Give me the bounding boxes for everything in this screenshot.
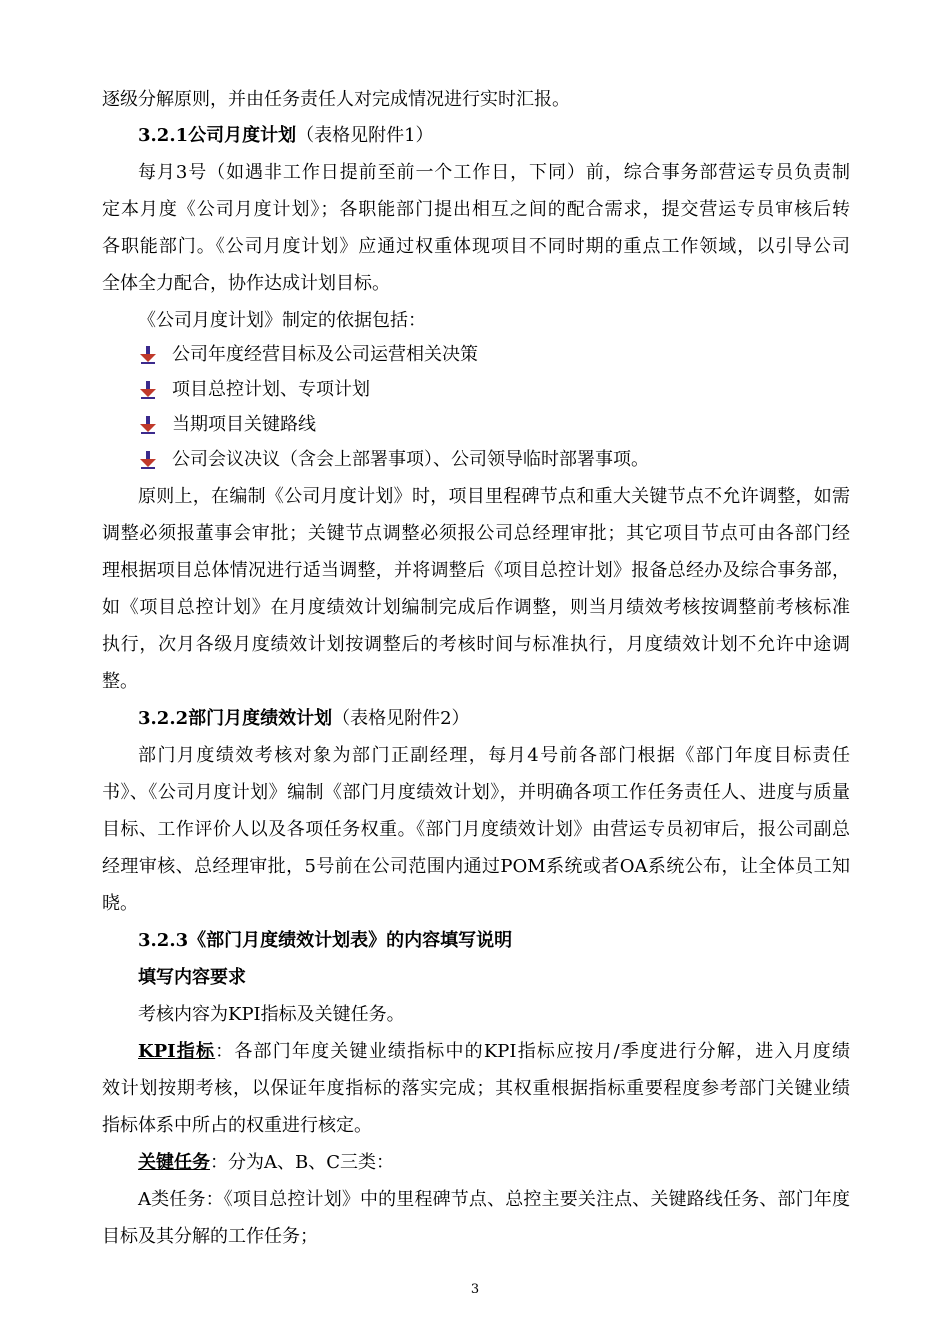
key-task-text: ：分为A、B、C三类： <box>210 1152 394 1173</box>
arrow-down-bullet-icon <box>138 450 158 470</box>
heading-title: 公司月度计划 <box>188 125 297 146</box>
heading-number: 3.2.1 <box>138 125 189 146</box>
text-line: 如《项目总控计划》在月度绩效计划编制完成后作调整，则当月绩效考核按调整前考核标准 <box>102 597 850 618</box>
text-line: 晓。 <box>102 893 138 914</box>
key-task-label: 关键任务 <box>138 1152 210 1173</box>
subheading-fill-requirements: 填写内容要求 <box>138 967 246 988</box>
text-line: A类任务：《项目总控计划》中的里程碑节点、总控主要关注点、关键路线任务、部门年度 <box>138 1189 850 1210</box>
text-line: 整。 <box>102 671 138 692</box>
bullet-item: 当期项目关键路线 <box>172 414 316 435</box>
kpi-paragraph-line <box>138 1040 850 1064</box>
text-line: 考核内容为KPI指标及关键任务。 <box>138 1004 405 1025</box>
arrow-down-bullet-icon <box>138 415 158 435</box>
heading-number: 3.2.2 <box>138 708 189 729</box>
text-line: 全体全力配合，协作达成计划目标。 <box>102 273 390 294</box>
kpi-text: ：各部门年度关键业绩指标中的KPI指标应按月/季度进行分解，进入月度绩 <box>215 1041 850 1062</box>
section-heading-3-2-1 <box>138 124 434 148</box>
kpi-label: KPI指标 <box>138 1041 216 1062</box>
section-heading-3-2-2 <box>138 707 470 731</box>
bullet-item: 公司会议决议（含会上部署事项）、公司领导临时部署事项。 <box>172 449 649 470</box>
arrow-down-bullet-icon <box>138 345 158 365</box>
text-line: 目标、工作评价人以及各项任务权重。《部门月度绩效计划》由营运专员初审后，报公司副总 <box>102 819 850 840</box>
text-line: 目标及其分解的工作任务； <box>102 1226 318 1247</box>
text-line: 指标体系中所占的权重进行核定。 <box>102 1115 372 1136</box>
text-line: 经理审核、总经理审批，5号前在公司范围内通过POM系统或者OA系统公布，让全体员工知 <box>102 856 850 877</box>
heading-note: （表格见附件2） <box>332 708 470 729</box>
text-line: 部门月度绩效考核对象为部门正副经理，每月4号前各部门根据《部门年度目标责任 <box>138 745 850 766</box>
arrow-down-bullet-icon <box>138 380 158 400</box>
text-line: 调整必须报董事会审批；关键节点调整必须报公司总经理审批；其它项目节点可由各部门经 <box>102 523 850 544</box>
bullet-item: 项目总控计划、专项计划 <box>172 379 370 400</box>
text-line: 执行，次月各级月度绩效计划按调整后的考核时间与标准执行，月度绩效计划不允许中途调 <box>102 634 850 655</box>
heading-note: （表格见附件1） <box>296 125 434 146</box>
text-line: 《公司月度计划》制定的依据包括： <box>138 310 426 331</box>
page-number: 3 <box>470 1282 480 1297</box>
section-heading-3-2-3: 3.2.3《部门月度绩效计划表》的内容填写说明 <box>138 930 513 951</box>
text-line: 书》、《公司月度计划》编制《部门月度绩效计划》，并明确各项工作任务责任人、进度与质量 <box>102 782 850 803</box>
text-line: 理根据项目总体情况进行适当调整，并将调整后《项目总控计划》报备总经办及综合事务部， <box>102 560 850 581</box>
text-line: 定本月度《公司月度计划》；各职能部门提出相互之间的配合需求，提交营运专员审核后转 <box>102 199 850 220</box>
text-line: 原则上，在编制《公司月度计划》时，项目里程碑节点和重大关键节点不允许调整，如需 <box>138 486 850 507</box>
text-line: 每月3号（如遇非工作日提前至前一个工作日，下同）前，综合事务部营运专员负责制 <box>138 162 850 183</box>
bullet-item: 公司年度经营目标及公司运营相关决策 <box>172 344 478 365</box>
text-line: 各职能部门。《公司月度计划》应通过权重体现项目不同时期的重点工作领域，以引导公司 <box>102 236 850 257</box>
heading-title: 部门月度绩效计划 <box>188 708 333 729</box>
key-task-line <box>138 1151 394 1175</box>
text-line: 效计划按期考核，以保证年度指标的落实完成；其权重根据指标重要程度参考部门关键业绩 <box>102 1078 850 1099</box>
text-line: 逐级分解原则，并由任务责任人对完成情况进行实时汇报。 <box>102 89 570 110</box>
